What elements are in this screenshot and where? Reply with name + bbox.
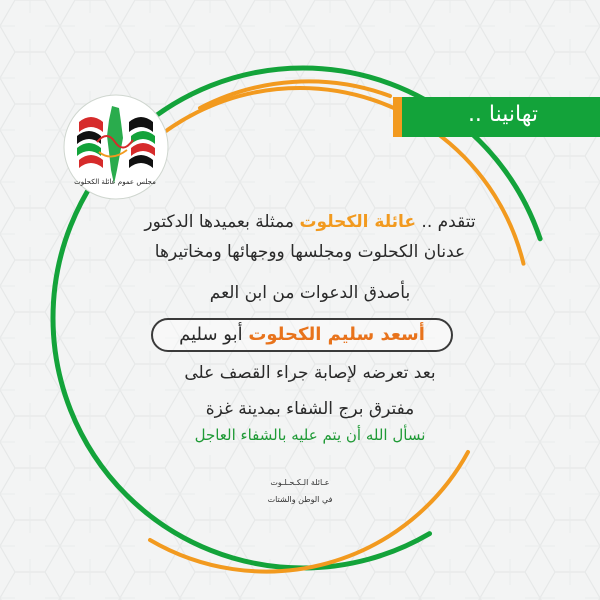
congratulations-banner [393,97,600,137]
message-line-2: عدنان الكحلوت ومجلسها ووجهائها ومخاتيرها [154,242,466,262]
banner-text: تهانينا .. [467,102,538,127]
message-line-1-prefix: تتقدم .. [416,212,476,232]
orange-arc-bottom [150,452,468,572]
injured-nickname: أبو سليم [179,324,249,345]
name-pill [151,318,453,352]
message-line-1 [110,212,510,232]
injured-name: أسعد سليم الكحلوت [248,324,425,345]
message-line-5: بعد تعرضه لإصابة جراء القصف على [184,363,436,383]
signature-family: عـائلة الـكـحـلـوت [270,478,330,487]
message-line-3: بأصدق الدعوات من ابن العم [209,283,411,303]
prayer-line: نسأل الله أن يتم عليه بالشفاء العاجل [194,426,426,444]
logo-caption: مجلس عموم عائلة الكحلوت [74,178,156,186]
family-name-highlight: عائلة الكحلوت [299,212,417,232]
signature-location: في الوطن والشتات [267,495,333,504]
message-line-1-suffix: ممثلة بعميدها الدكتور [144,212,300,232]
message-line-6: مفترق برج الشفاء بمدينة غزة [205,399,415,419]
